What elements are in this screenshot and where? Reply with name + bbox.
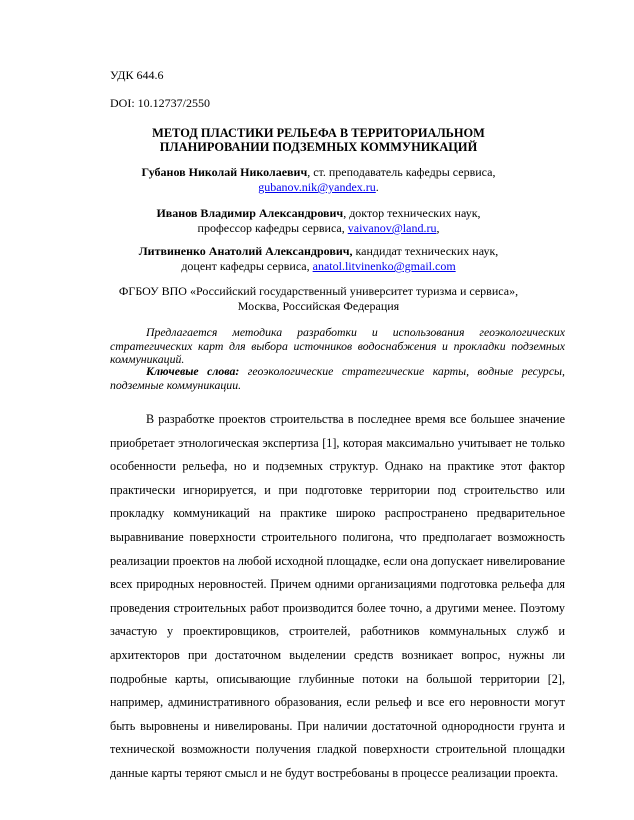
author-block-2	[110, 206, 527, 236]
paper-title: МЕТОД ПЛАСТИКИ РЕЛЬЕФА В ТЕРРИТОРИАЛЬНОМ ПЛАНИРОВАНИИ ПОДЗЕМНЫХ КОММУНИКАЦИЙ	[152, 126, 485, 154]
punctuation: ,	[436, 221, 440, 235]
keywords-label: Ключевые слова:	[146, 364, 240, 378]
author-block-3	[110, 244, 527, 274]
affiliation-line-2: Москва, Российская Федерация	[237, 299, 400, 313]
affiliation-line-1: ФГБОУ ВПО «Российский государственный университет туризма и сервиса»,	[118, 284, 519, 298]
author-position: профессор кафедры сервиса,	[197, 221, 348, 235]
author-name: Губанов Николай Николаевич	[141, 165, 308, 179]
udk-code: УДК 644.6	[110, 68, 164, 82]
author-position: кандидат технических наук,	[352, 244, 499, 258]
author-position: , ст. преподаватель кафедры сервиса,	[307, 165, 496, 179]
affiliation	[110, 284, 527, 314]
keywords-text: геоэкологические стратегические карты, водные ресурсы, подземные коммуникации.	[110, 364, 565, 392]
author-email-link[interactable]: gubanov.nik@yandex.ru	[258, 180, 376, 194]
abstract: Предлагается методика разработки и использования геоэкологических стратегических карт для выбора источников водоснабжения и прокладки подземных коммуникаций.	[110, 325, 565, 366]
author-email-link[interactable]: anatol.litvinenko@gmail.com	[312, 259, 456, 273]
doi: DOI: 10.12737/2550	[110, 96, 210, 110]
author-name: Иванов Владимир Александрович	[156, 206, 344, 220]
author-email-link[interactable]: vaivanov@land.ru	[347, 221, 437, 235]
body-paragraph: В разработке проектов строительства в последнее время все большее значение приобретает этнологическая экспертиза [1], которая максимально учитывает не только особенности рельефа, но и подземных структур. Однако на практике этот фактор практически игнорируется, и при подготовке территории под строительство или прокладку коммуникаций на практике широко распространено предварительное выравнивание поверхности строительного полигона, что предполагает возможность реализации проектов на любой исходной площадке, если она допускает нивелирование всех природных неровностей. Причем одними организациями подготовка рельефа для проведения строительных работ производится более точно, а другими менее. Поэтому зачастую у проектировщиков, строителей, работников коммунальных служб и архитекторов при достаточном выделении средств возникает вопрос, нужны ли подробные карты, описывающие глубинные потоки на большой территории [2], например, административного образования, если рельеф и все его неровности могут быть выровнены и нивелированы. При наличии достаточной однородности грунта и технической возможности получения гладкой поверхности строительной площадки данные карты теряют смысл и не будут востребованы в процессе реализации проекта.	[110, 412, 565, 780]
author-position: доцент кафедры сервиса,	[181, 259, 313, 273]
author-name: Литвиненко Анатолий Александрович,	[138, 244, 353, 258]
author-position: , доктор технических наук,	[343, 206, 481, 220]
punctuation: .	[375, 180, 379, 194]
author-block-1	[110, 165, 527, 195]
keywords	[110, 365, 565, 392]
